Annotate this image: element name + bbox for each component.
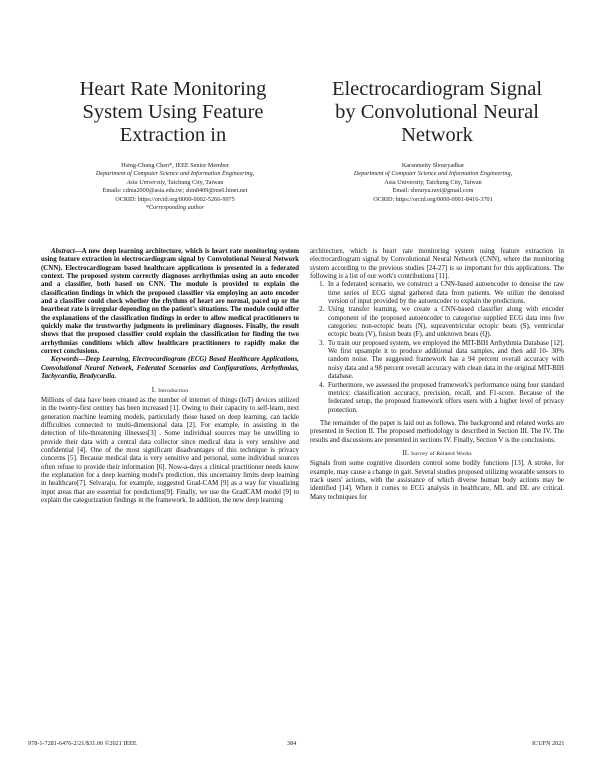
author-name: Karanmetty Shouryadhar: [401, 162, 465, 169]
title-line: System Using Feature: [82, 101, 264, 123]
section-number: II.: [402, 449, 412, 457]
title-line: Electrocardiogram Signal: [331, 78, 543, 100]
section-heading-survey: [310, 450, 564, 458]
right-column: [310, 248, 564, 502]
author-name: Hsing-Chung Chen*, IEEE Senior Member: [121, 162, 229, 169]
author-emails: Emails: cdma2000@asia.edu.tw; shin8409@ms6.hinet.net: [102, 187, 248, 195]
abstract: [41, 248, 299, 356]
author-orcid: OCRID: https://orcid.org/0000-0002-5266-9975: [115, 195, 235, 203]
title-line: Network: [401, 124, 473, 146]
author-email: Email: shourya.ravi@gmail.com: [392, 187, 474, 195]
author-dept: Department of Computer Science and Information Engineering,: [95, 170, 255, 178]
list-item: 1. In a federated scenario, we construct a CNN-based autoencoder to denoise the raw time series of ECG signal gathered data from patients. We utilize the denoised version of input provided by the autoencoder to explain the predictions.: [326, 281, 564, 306]
author-univ: [56, 179, 294, 187]
intro-paragraph: Millions of data have been created as the number of internet of things (IoT) devices utilized in the twenty-first century has been increased [1]. Owing to their capacity to self-learn, next generation machine learning models, particularly those based on deep learning, can tackle difficulties connected to multi-dimensional data [2]. For example, in assisting in the detection of life-threatening illnesses[3] . Some individual sources may be unwilling to provide their data with a central data collector since medical data is very sensitive and confidential [4]. One of the most significant disadvantages of this technique is privacy concerns [5]. Because medical data is very sensitive and personal, some individual sources often refuse to provide their information [6]. Now-a-days a clinical practitioner needs know the explanation for a deep learning model's prediction, this uncertainty limits deep learning in healthcare[7]. Selvaraju, for example, suggested Grad-CAM [9] as a way for visualizing input areas that are essential for predictions[9]. Finally, we use the GradCAM model [9] to explain the categorization findings in the framework. In addition, the new deep learning: [41, 396, 299, 504]
title-line: by Convolutional Neural: [335, 101, 539, 123]
footer-copyright: 978-1-7281-6476-2/21/$31.00 ©2021 IEEE: [28, 740, 137, 747]
list-item: 4. Furthermore, we assessed the proposed framework's performance using four standard metrics: classification accuracy, precision, recall, and F1-score. Because of the federated setup, the proposed framework offers users with a higher level of privacy protection.: [326, 382, 564, 415]
abstract-lead: Abstract—: [51, 248, 82, 255]
paper-title-right: [306, 78, 568, 147]
section-number: I.: [151, 386, 159, 394]
list-item: 3. To train our proposed system, we employed the MIT-BIH Arrhythmia Database [12]. We first upsample it to produce additional data samples, and then add 10- 30% random noise. The suggested framework has a 94 percent overall accuracy with noisy data and a 98 percent overall accuracy with clean data in the original MIT-BIH database.: [326, 340, 564, 382]
author-block-left: [56, 162, 294, 212]
section-heading-introduction: [41, 387, 299, 395]
author-univ-name: Asia University,: [126, 178, 167, 186]
author-block-right: [308, 162, 558, 204]
title-line: Extraction in: [119, 124, 227, 146]
list-item: 2. Using transfer learning, we create a CNN-based classifier along with encoder component of the proposed autoencoder to categorise supplied ECG data into five categories: non-ectopic beats (N), supraventricular ectopic beats (S), ventricular ectopic beats (V), fusion beats (F), and unknown beats (Q).: [326, 306, 564, 339]
author-univ-loc: Taichung City, Taiwan: [166, 178, 224, 186]
section-title: Survey of Related Works: [411, 450, 472, 457]
footer-page-number: 384: [287, 740, 297, 747]
title-line: Heart Rate Monitoring: [79, 78, 267, 100]
author-univ: Asia University, Taichung City, Taiwan: [384, 178, 482, 186]
author-dept: Department of Computer Science and Information Engineering,: [353, 170, 513, 178]
body-paragraph: The remainder of the paper is laid out as follows. The background and related works are presented in Section II. The proposed methodology is described in Section III. The IV. The results and discussions are presented in sections IV. Finally, Section V is the conclusions.: [310, 419, 564, 444]
keywords: Keywords—Deep Learning, Electrocardiogram (ECG) Based Healthcare Applications, Convolutional Neural Network, Federated Scenarios and Configurations, Arrhythmias, Tachycardia, Bradycardia.: [41, 356, 299, 381]
paper-title-left: [62, 78, 284, 147]
body-paragraph: architecture, which is heart rate monitoring system using feature extraction in electrocardiogram signal by Convolutional Neural Network (CNN), where the monitoring system according to the previous studies [24-27] is so important for this applications. The following is a list of our work's contributions [11].: [310, 248, 564, 281]
survey-paragraph: Signals from some cognitive disorders control some bodily functions [13]. A stroke, for example, may cause a change in gait. Several studies proposed utilizing wearable sensors to track users' actions, with the assistance of which diverse human body actions may be identified [14]. When it comes to ECG analysis in healthcare, ML and DL are critical. Many techniques for: [310, 460, 564, 501]
abstract-body: A new deep learning architecture, which is heart rate monitoring system using feature extraction in electrocardiogram signal by Convolutional Neural Network (CNN). Electrocardiogram based healthcare applications is presented in a federated context. The proposed system correctly diagnoses arrhythmias using an auto encoder and a classifier, both based on CNN. The module is provided to explain the classification findings in which the proposed classifier via employing an auto encoder and a classifier could check whether the rhythms of heart are normal, paced up or the heartbeat rate is irregular depending on the patient's situations. The module could offer the explanations of the classification findings in order to allow medical practitioners to quickly make the trustworthy judgments in preliminary diagnoses. Finally, the result shows that the proposed classifier could explain the classification for finding the two arrhythmias conditions which allow healthcare practitioners to rapidly make the correct conclusions.: [41, 248, 299, 356]
section-title: Introduction: [158, 387, 189, 394]
left-column: [41, 248, 299, 505]
corresponding-note: *Corresponding author: [145, 204, 205, 212]
footer-conference: ICUFN 2021: [532, 740, 565, 747]
author-orcid: OCRID: https://orcid.org/0000-0001-8416-3701: [373, 195, 493, 203]
contributions-list: [310, 281, 564, 415]
